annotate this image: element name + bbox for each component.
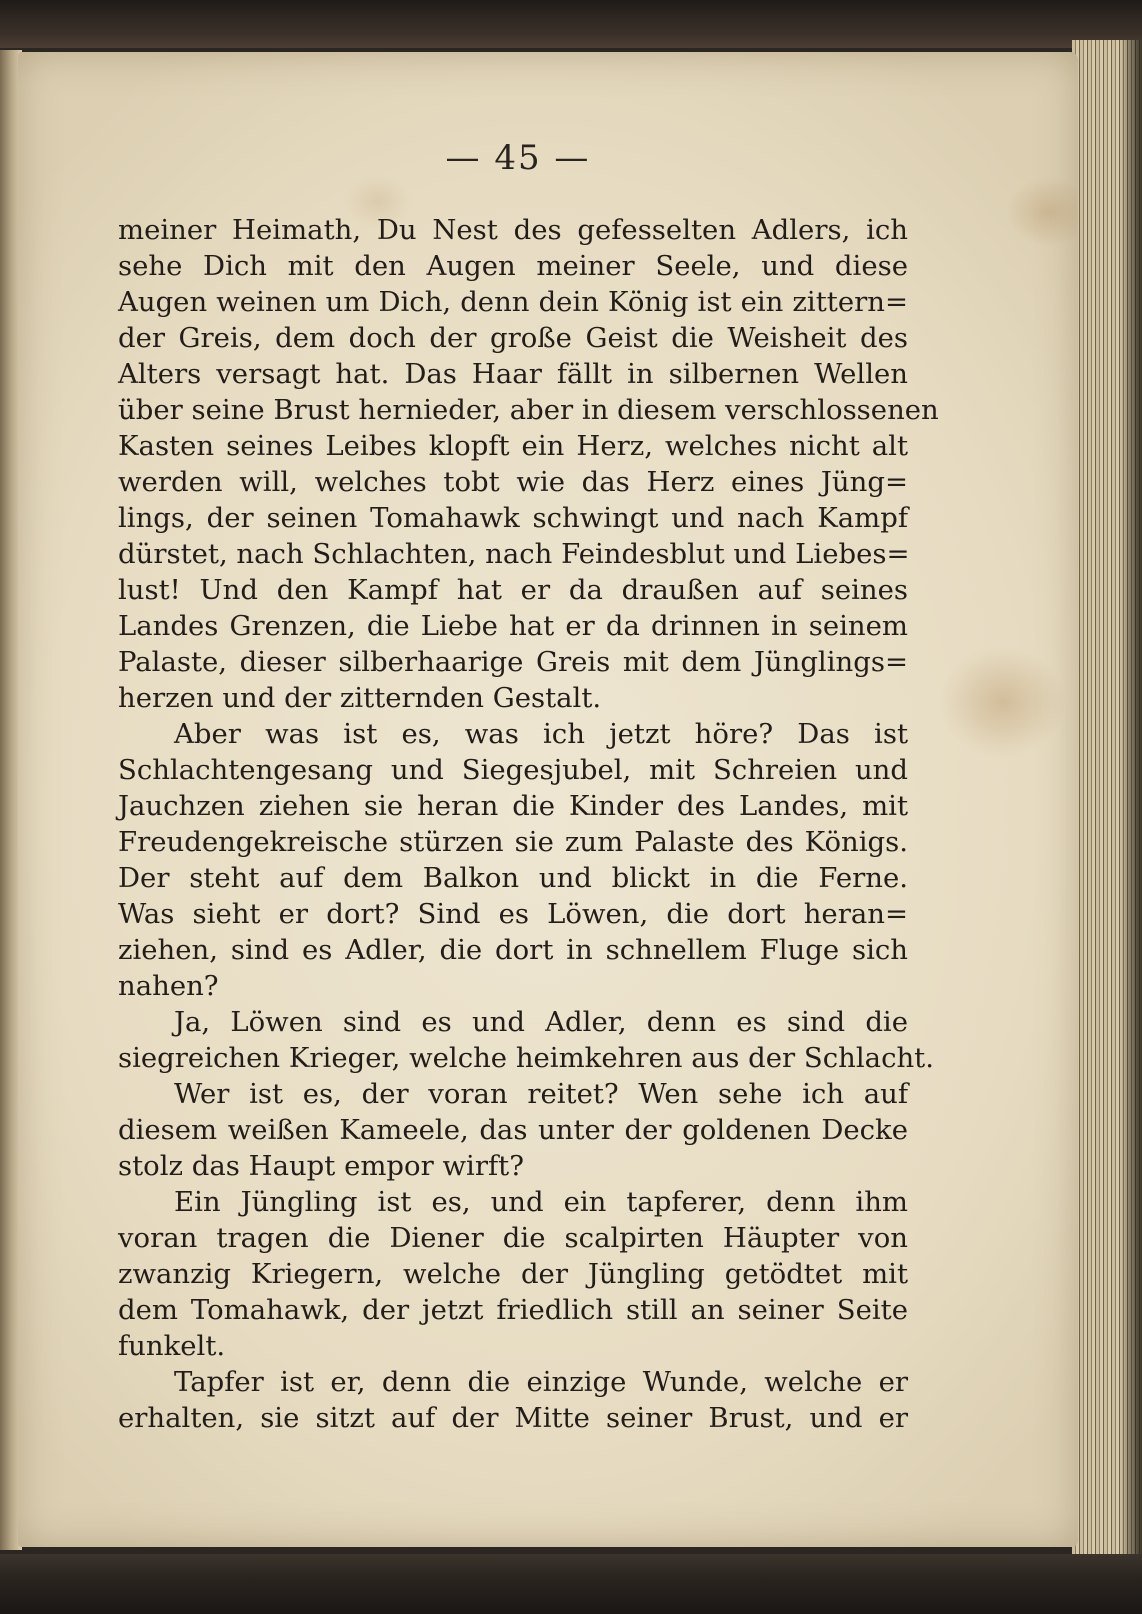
text-line: Landes Grenzen, die Liebe hat er da drinnen in seinem [118, 610, 908, 642]
text-line: meiner Heimath, Du Nest des gefesselten Adlers, ich [118, 214, 908, 246]
page-number: — 45 — [445, 138, 591, 178]
text-line: dürstet, nach Schlachten, nach Feindesblut und Liebes= [118, 538, 910, 570]
body-text [118, 212, 939, 1436]
text-line: Jauchzen ziehen sie heran die Kinder des Landes, mit [118, 790, 908, 822]
text-line: dem Tomahawk, der jetzt friedlich still an seiner Seite [118, 1294, 908, 1326]
text-line: Was sieht er dort? Sind es Löwen, die dort heran= [118, 898, 908, 930]
text-line: diesem weißen Kameele, das unter der goldenen Decke [118, 1114, 908, 1146]
text-line: Schlachtengesang und Siegesjubel, mit Schreien und [118, 754, 908, 786]
text-line: Tapfer ist er, denn die einzige Wunde, welche er [174, 1366, 908, 1398]
text-line: sehe Dich mit den Augen meiner Seele, und diese [118, 250, 908, 282]
text-line: werden will, welches tobt wie das Herz eines Jüng= [118, 466, 908, 498]
book-cover-bottom-edge [0, 1554, 1142, 1614]
text-line: voran tragen die Diener die scalpirten Häupter von [118, 1222, 908, 1254]
text-line: Wer ist es, der voran reitet? Wen sehe ich auf [174, 1078, 908, 1110]
text-line: Alters versagt hat. Das Haar fällt in silbernen Wellen [118, 358, 908, 390]
text-line: erhalten, sie sitzt auf der Mitte seiner Brust, und er [118, 1402, 908, 1434]
text-line: Freudengekreische stürzen sie zum Palaste des Königs. [118, 826, 908, 858]
text-line: funkelt. [118, 1330, 226, 1362]
text-line: Ja, Löwen sind es und Adler, denn es sind die [174, 1006, 908, 1038]
text-line: Augen weinen um Dich, denn dein König ist ein zittern= [118, 286, 908, 318]
text-line: stolz das Haupt empor wirft? [118, 1150, 524, 1182]
book-cover-top-edge [0, 0, 1142, 48]
text-line: lust! Und den Kampf hat er da draußen auf seines [118, 574, 908, 606]
book-page [18, 52, 1078, 1547]
text-line: siegreichen Krieger, welche heimkehren aus der Schlacht. [118, 1042, 934, 1074]
text-line: der Greis, dem doch der große Geist die Weisheit des [118, 322, 908, 354]
text-line: Ein Jüngling ist es, und ein tapferer, denn ihm [174, 1186, 908, 1218]
page-edge-shadow [1122, 40, 1142, 1560]
text-line: Kasten seines Leibes klopft ein Herz, welches nicht alt [118, 430, 908, 462]
text-line: zwanzig Kriegern, welche der Jüngling getödtet mit [118, 1258, 908, 1290]
text-line: nahen? [118, 970, 219, 1002]
text-line: lings, der seinen Tomahawk schwingt und nach Kampf [118, 502, 908, 534]
text-line: Palaste, dieser silberhaarige Greis mit dem Jünglings= [118, 646, 908, 678]
text-line: über seine Brust hernieder, aber in diesem verschlossenen [118, 394, 939, 426]
text-line: Der steht auf dem Balkon und blickt in die Ferne. [118, 862, 908, 894]
text-line: ziehen, sind es Adler, die dort in schnellem Fluge sich [118, 934, 908, 966]
text-line: Aber was ist es, was ich jetzt höre? Das ist [174, 718, 908, 750]
text-line: herzen und der zitternden Gestalt. [118, 682, 602, 714]
